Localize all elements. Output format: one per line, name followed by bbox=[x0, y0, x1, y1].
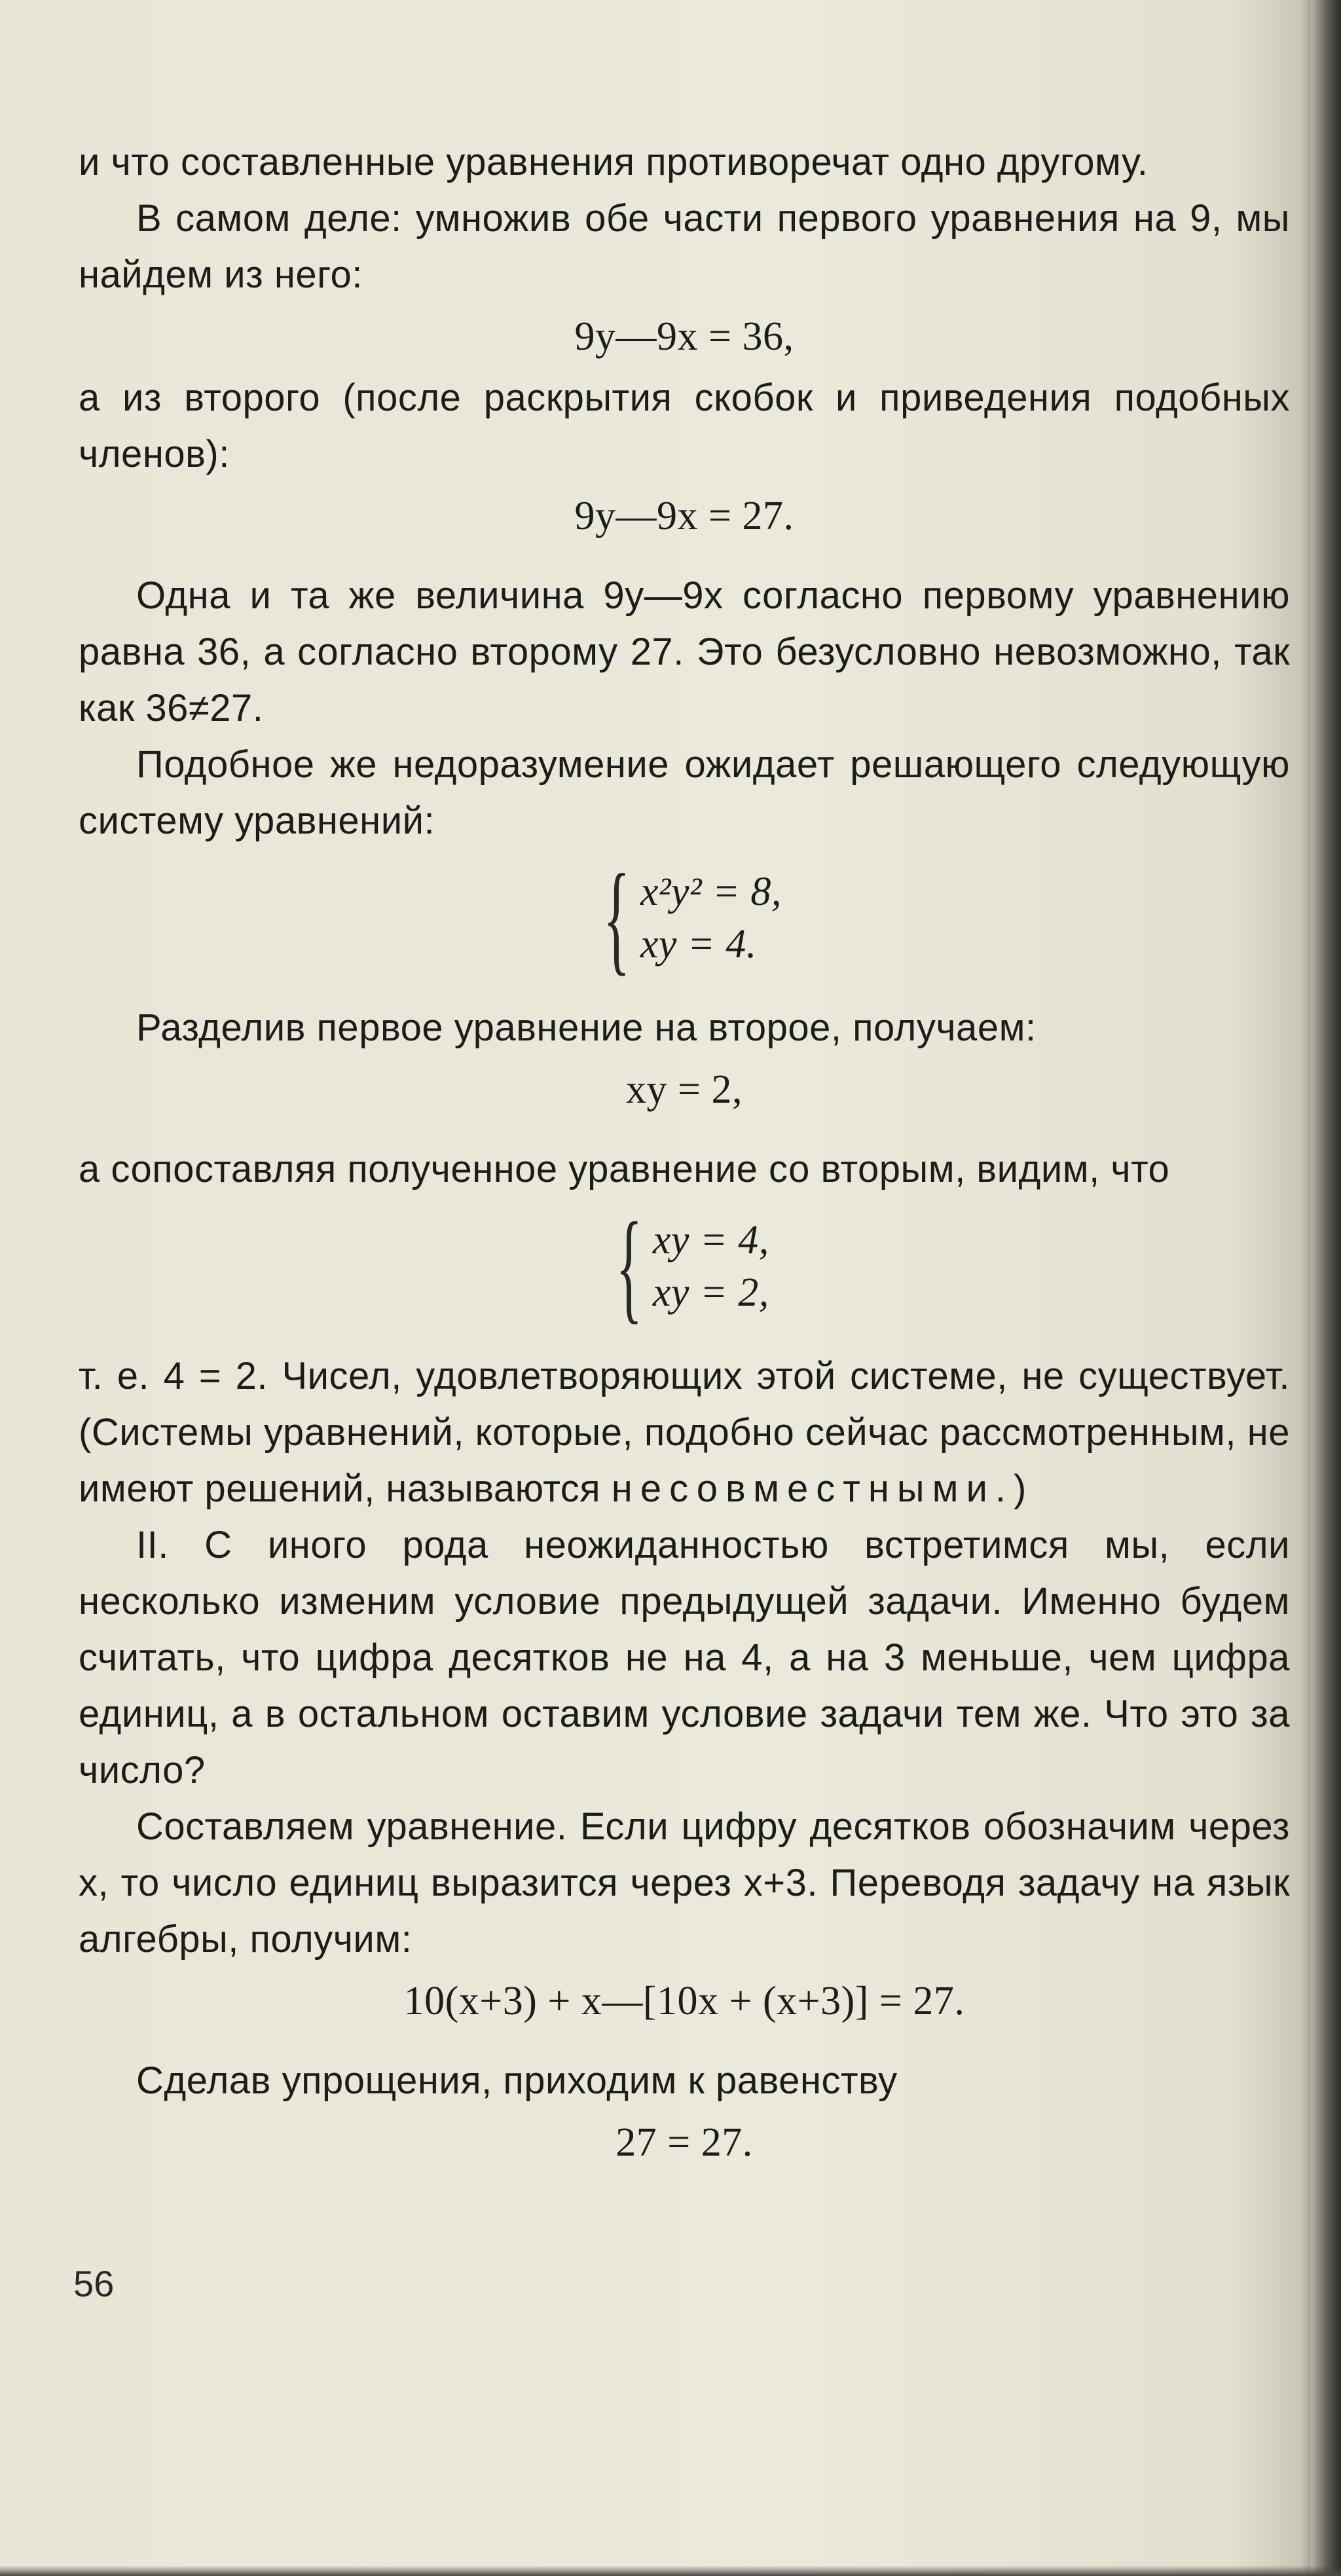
brace-symbol: { bbox=[615, 1198, 643, 1335]
paragraph-6: Разделив первое уравнение на второе, получаем: bbox=[136, 1006, 1037, 1049]
paragraph-8-text: т. е. 4 = 2. Чисел, удовлетворяющих этой системе, не существует. (Системы уравнений, которые, подобно сейчас рассмотренным, не имеют решений, называются bbox=[79, 1355, 1290, 1510]
paragraph-1: и что составленные уравнения противоречат одно другому. bbox=[79, 141, 1148, 183]
system-1-row-2: xy = 4. bbox=[640, 922, 757, 966]
paragraph-8 bbox=[79, 1348, 1290, 1517]
page-body bbox=[79, 134, 1290, 2176]
paragraph-10: Составляем уравнение. Если цифру десятков обозначим через x, то число единиц выразится через x+3. Переводя задачу на язык алгебры, получим: bbox=[79, 1805, 1290, 1960]
paragraph-4: Одна и та же величина 9y—9x согласно первому уравнению равна 36, а согласно второму 27. Это безусловно невозможно, так как 36≠27. bbox=[79, 574, 1290, 729]
equation-2: 9y—9x = 27. bbox=[574, 494, 794, 538]
page-number: 56 bbox=[73, 2263, 115, 2304]
book-spine-shadow bbox=[1311, 0, 1341, 2576]
equation-system-1 bbox=[79, 849, 1290, 987]
paragraph-7: а сопоставляя полученное уравнение со вторым, видим, что bbox=[79, 1148, 1170, 1190]
spaced-term: несовместными. bbox=[611, 1467, 1014, 1510]
brace-symbol: { bbox=[603, 849, 631, 987]
paragraph-11: Сделав упрощения, приходим к равенству bbox=[136, 2059, 898, 2102]
paragraph-3: а из второго (после раскрытия скобок и приведения подобных членов): bbox=[79, 377, 1290, 475]
paragraph-2: В самом деле: умножив обе части первого уравнения на 9, мы найдем из него: bbox=[79, 197, 1290, 296]
system-2-row-1: xy = 4, bbox=[652, 1218, 769, 1262]
equation-4: 10(x+3) + x—[10x + (x+3)] = 27. bbox=[403, 1979, 965, 2023]
equation-5: 27 = 27. bbox=[615, 2120, 753, 2165]
equation-system-2 bbox=[79, 1198, 1290, 1335]
page-bottom-edge bbox=[0, 2566, 1341, 2576]
system-2-row-2: xy = 2, bbox=[652, 1270, 769, 1315]
system-1-row-1: x²y² = 8, bbox=[640, 870, 782, 914]
paragraph-8-close: ) bbox=[1013, 1467, 1027, 1510]
equation-3: xy = 2, bbox=[626, 1067, 743, 1112]
paragraph-9: II. С иного рода неожиданностью встретимся мы, если несколько изменим условие предыдущей задачи. Именно будем считать, что цифра десятков не на 4, а на 3 меньше, чем цифра единиц, а в остальном оставим условие задачи тем же. Что это за число? bbox=[79, 1524, 1290, 1792]
equation-1: 9y—9x = 36, bbox=[574, 314, 794, 359]
paragraph-5: Подобное же недоразумение ожидает решающего следующую систему уравнений: bbox=[79, 743, 1290, 842]
